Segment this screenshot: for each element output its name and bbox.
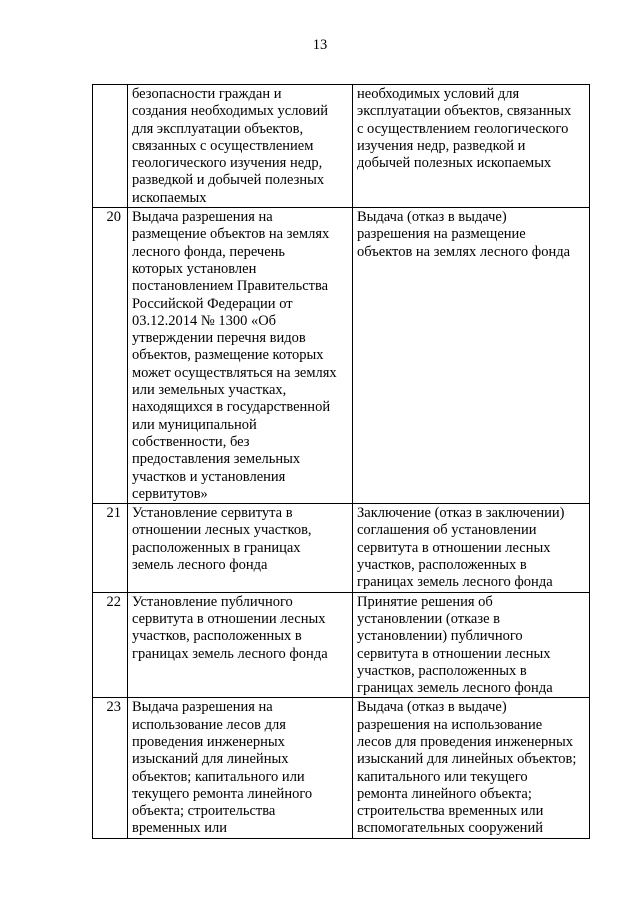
cell-text-line: размещение объектов на землях bbox=[132, 226, 330, 243]
cell-text-line: установлении (отказе в bbox=[357, 610, 500, 627]
cell-text-line: Принятие решения об bbox=[357, 593, 493, 610]
cell-text-line: объектов; капитального или bbox=[132, 768, 305, 785]
cell-text-line: расположенных в границах bbox=[132, 539, 301, 556]
cell-text-line: постановлением Правительства bbox=[132, 278, 329, 295]
cell-text-line: 03.12.2014 № 1300 «Об bbox=[132, 312, 277, 329]
row-number-cell: 23 bbox=[93, 698, 128, 838]
cell-text-line: для эксплуатации объектов, bbox=[132, 120, 304, 137]
table-row bbox=[93, 592, 590, 698]
cell-text-line: эксплуатации объектов, связанных bbox=[357, 103, 572, 120]
cell-text-line: лесного фонда, перечень bbox=[132, 243, 286, 260]
cell-text-line: изысканий для линейных объектов; bbox=[357, 751, 577, 768]
cell-text-line: с осуществлением геологического bbox=[357, 120, 569, 137]
table-row bbox=[93, 208, 590, 504]
cell-text-line: вспомогательных сооружений bbox=[357, 820, 543, 837]
cell-text-line: или муниципальной bbox=[132, 416, 257, 433]
cell-text-line: участков, расположенных в bbox=[357, 662, 527, 679]
cell-text-line: изысканий для линейных bbox=[132, 751, 289, 768]
cell-text-line: добычей полезных ископаемых bbox=[357, 155, 552, 172]
row-number-cell: 22 bbox=[93, 592, 128, 698]
cell-text-line: или земельных участках, bbox=[132, 382, 287, 399]
cell-text-line: участков и установления bbox=[132, 468, 286, 485]
cell-text-line: временных или bbox=[132, 820, 228, 837]
cell-text-line: объекта; строительства bbox=[132, 803, 276, 820]
cell-text-line: установлении) публичного bbox=[357, 628, 523, 645]
cell-text-line: которых установлен bbox=[132, 260, 257, 277]
cell-text-line: сервитута в отношении лесных bbox=[132, 610, 326, 627]
cell-text-line: участков, расположенных в bbox=[132, 628, 302, 645]
cell-text-line: Выдача разрешения на bbox=[132, 699, 273, 716]
cell-text-line: сервитута в отношении лесных bbox=[357, 645, 551, 662]
cell-text-line: соглашения об установлении bbox=[357, 522, 537, 539]
cell-text-line: сервитутов» bbox=[132, 485, 208, 502]
cell-text-line: объектов на землях лесного фонда bbox=[357, 243, 571, 260]
service-name-cell bbox=[128, 698, 353, 838]
cell-text-line: Выдача (отказ в выдаче) bbox=[357, 699, 507, 716]
cell-text-line: находящихся в государственной bbox=[132, 399, 331, 416]
cell-text-line: разрешения на размещение bbox=[357, 226, 526, 243]
cell-text-line: Заключение (отказ в заключении) bbox=[357, 505, 565, 522]
cell-text-line: текущего ремонта линейного bbox=[132, 785, 313, 802]
row-number-cell: 20 bbox=[93, 208, 128, 504]
row-number-cell: 21 bbox=[93, 504, 128, 592]
cell-text-line: объектов, размещение которых bbox=[132, 347, 324, 364]
cell-text-line: собственности, без bbox=[132, 433, 250, 450]
cell-text-line: Выдача (отказ в выдаче) bbox=[357, 209, 507, 226]
cell-text-line: может осуществляться на землях bbox=[132, 364, 337, 381]
cell-text-line: Установление сервитута в bbox=[132, 505, 293, 522]
cell-text-line: строительства временных или bbox=[357, 803, 544, 820]
table-row bbox=[93, 698, 590, 838]
cell-text-line: разведкой и добычей полезных bbox=[132, 172, 325, 189]
cell-text-line: связанных с осуществлением bbox=[132, 137, 314, 154]
cell-text-line: границах земель лесного фонда bbox=[357, 574, 553, 591]
service-result-cell bbox=[353, 504, 590, 592]
cell-text-line: капитального или текущего bbox=[357, 768, 528, 785]
service-name-cell bbox=[128, 504, 353, 592]
cell-text-line: Установление публичного bbox=[132, 593, 293, 610]
cell-text-line: использование лесов для bbox=[132, 716, 286, 733]
cell-text-line: отношении лесных участков, bbox=[132, 522, 312, 539]
cell-text-line: необходимых условий для bbox=[357, 86, 520, 102]
cell-text-line: разрешения на использование bbox=[357, 716, 543, 733]
service-result-cell bbox=[353, 592, 590, 698]
cell-text-line: лесов для проведения инженерных bbox=[357, 733, 573, 750]
cell-text-line: предоставления земельных bbox=[132, 451, 301, 468]
page-number: 13 bbox=[312, 37, 328, 53]
cell-text-line: создания необходимых условий bbox=[132, 103, 329, 120]
cell-text-line: геологического изучения недр, bbox=[132, 155, 323, 172]
table-row bbox=[93, 504, 590, 592]
cell-text-line: утверждении перечня видов bbox=[132, 330, 306, 347]
cell-text-line: проведения инженерных bbox=[132, 733, 285, 750]
service-name-cell bbox=[128, 208, 353, 504]
table-row bbox=[93, 85, 590, 208]
cell-text-line: ископаемых bbox=[132, 189, 207, 206]
cell-text-line: участков, расположенных в bbox=[357, 557, 527, 574]
service-name-cell bbox=[128, 592, 353, 698]
service-result-cell bbox=[353, 698, 590, 838]
cell-text-line: безопасности граждан и bbox=[132, 86, 282, 102]
service-result-cell bbox=[353, 208, 590, 504]
service-result-cell bbox=[353, 85, 590, 208]
cell-text-line: сервитута в отношении лесных bbox=[357, 539, 551, 556]
cell-text-line: Российской Федерации от bbox=[132, 295, 293, 312]
row-number-cell bbox=[93, 85, 128, 208]
cell-text-line: земель лесного фонда bbox=[132, 557, 268, 574]
cell-text-line: границах земель лесного фонда bbox=[132, 645, 328, 662]
service-name-cell bbox=[128, 85, 353, 208]
cell-text-line: изучения недр, разведкой и bbox=[357, 137, 526, 154]
services-table bbox=[92, 84, 590, 839]
cell-text-line: границах земель лесного фонда bbox=[357, 680, 553, 697]
cell-text-line: Выдача разрешения на bbox=[132, 209, 273, 226]
cell-text-line: ремонта линейного объекта; bbox=[357, 785, 532, 802]
